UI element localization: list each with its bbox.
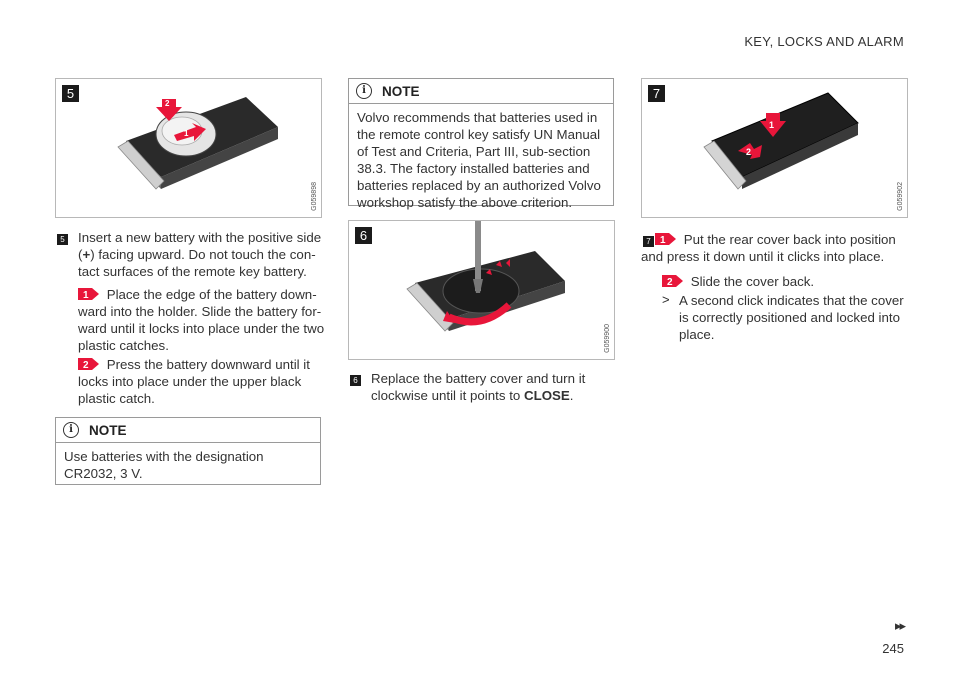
figure-7 [641,78,908,218]
note-header [56,418,320,443]
note-title: NOTE [89,422,127,438]
art-label-1: 1 [184,129,189,138]
step-5-substep-2: 2 Press the battery downward until it locks into place under the upper black plastic catch. [78,357,310,406]
svg-text:1: 1 [83,290,89,301]
step-5-intro-line-3: tact surfaces of the remote key battery. [78,264,307,279]
note-box-battery-designation [55,417,321,485]
red-arrow-step-1-icon [655,232,677,246]
key-battery-insert-illustration [56,79,321,217]
figure-6 [348,220,615,360]
note-box-battery-standard [348,78,614,210]
step-5-badge: 5 [57,234,68,245]
step-7-substep-1: 1 Put the rear cover back into position [655,231,905,248]
figure-number: 6 [355,227,372,244]
note-header [349,79,613,104]
figure-code: G059898 [311,182,318,211]
step-5-substep-1: 1 Place the edge of the battery down- ward into the holder. Slide the battery for- ward until it locks into place under the two plastic catches. [78,287,325,353]
page-number: 245 [882,641,904,656]
figure-number: 5 [62,85,79,102]
note-body: Use batteries with the designation CR2032, 3 V. [64,449,264,481]
info-icon: i [63,422,79,438]
step-6-text: Replace the battery cover and turn it clockwise until it points to CLOSE. [371,371,586,403]
svg-text:1: 1 [660,235,666,246]
red-arrow-step-1-icon [78,287,100,301]
key-rear-cover-illustration [642,79,907,217]
svg-text:2: 2 [83,360,89,371]
next-page-arrows-icon[interactable]: ▸▸ [894,618,904,633]
step-7-substep-1-cont: and press it down until it clicks into place. [641,249,885,264]
page-header-title: KEY, LOCKS AND ALARM [744,34,904,49]
step-7-badge: 7 [643,236,654,247]
art-label-1: 1 [769,120,775,130]
art-label-2: 2 [165,99,170,108]
figure-5 [55,78,322,218]
key-cover-turn-illustration [349,221,614,359]
step-5-text [78,229,328,280]
step-7-substep-2: 2 Slide the cover back. [662,273,902,290]
red-arrow-step-2-icon [78,357,100,371]
info-icon: i [356,83,372,99]
step-6-badge: 6 [350,375,361,386]
svg-text:2: 2 [667,277,673,288]
figure-code: G059902 [897,182,904,211]
note-body: Volvo recommends that batteries used in the remote control key satisfy UN Manual of Test and Criteria, Part III, sub-section 38.3. The factory installed batteries and batteries replaced by an authorized Volvo workshop satisfy the above criterion. [357,110,601,210]
art-label-2: 2 [746,147,752,157]
red-arrow-step-2-icon [662,274,684,288]
step-5-intro-line-2: (+) facing upward. Do not touch the con- [78,247,316,262]
note-title: NOTE [382,83,420,99]
figure-number: 7 [648,85,665,102]
result-bullet: > [662,292,670,307]
figure-code: G059900 [604,324,611,353]
step-5-intro-line-1: Insert a new battery with the positive side [78,230,322,245]
step-7-result: A second click indicates that the cover is correctly positioned and locked into place. [679,293,904,342]
